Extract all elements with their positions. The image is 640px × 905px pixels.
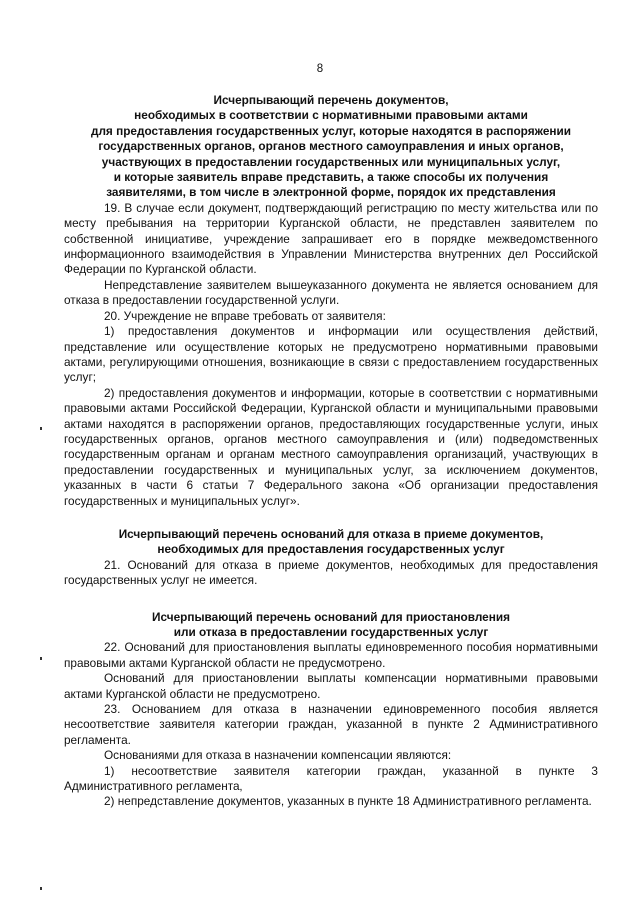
heading-line: участвующих в предоставлении государственных или муниципальных услуг, [101,154,561,169]
page-number: 8 [316,63,324,75]
heading-line: для предоставления государственных услуг, которые находятся в распоряжении [90,123,572,138]
section-heading-documents [64,93,598,201]
section-heading-refusal-acceptance [64,527,598,558]
paragraph-22: 22. Оснований для приостановления выплаты единовременного пособия нормативными правовыми актами Курганской области не предусмотрено. [64,640,598,670]
heading-line: государственных органов, органов местного самоуправления и иных органов, [98,139,564,154]
paragraph-23-list-intro: Основаниями для отказа в назначении компенсации являются: [104,748,452,763]
paragraph-19: 19. В случае если документ, подтверждающий регистрацию по месту жительства или по месту пребывания на территории Курганской области, не представлен заявителем по собственной инициативе, учреждение запрашивает его в порядке межведомственного информационного взаимодействия в Управлении Министерства внутренних дел Российской Федерации по Курганской области. [64,200,598,277]
heading-line: и которые заявитель вправе представить, а также способы их получения [113,170,549,185]
paragraph-23-item-2: 2) непредставление документов, указанных в пункте 18 Административного регламента. [104,794,592,809]
paragraph-20-item-1: 1) предоставления документов и информации или осуществления действий, представление или осуществление которых не предусмотрено нормативными правовыми актами, регулирующими отношения, возникающие в связи с предоставлением государственных услуг; [64,324,598,385]
paragraph-23: 23. Основанием для отказа в назначении единовременного пособия является несоответствие заявителя категории граждан, указанной в пункте 2 Административного регламента. [64,702,598,747]
paragraph-20-item-2: 2) предоставления документов и информации, которые в соответствии с нормативными правовыми актами Российской Федерации, Курганской области и муниципальными правовыми актами находятся в распоряжении органов, предоставляющих государственные услуги, иных государственных органов, органов местного самоуправления и (или) подведомственных государственным органам и органам местного самоуправления организаций, участвующих в предоставлении государственных и муниципальных услуг, за исключением документов, указанных в части 6 статьи 7 Федерального закона «Об организации предоставления государственных и муниципальных услуг». [64,385,598,508]
scan-speck [40,427,42,430]
scan-speck [40,887,42,890]
section-heading-suspension-refusal [64,610,598,641]
paragraph-22-note: Оснований для приостановлении выплаты компенсации нормативными правовыми актами Курганской области не предусмотрено. [64,671,598,701]
heading-line: Исчерпывающий перечень оснований для отказа в приеме документов, [118,526,544,541]
heading-line: Исчерпывающий перечень оснований для приостановления [151,609,510,624]
paragraph-21: 21. Оснований для отказа в приеме документов, необходимых для предоставления государственных услуг не имеется. [64,557,598,588]
heading-line: или отказа в предоставлении государственных услуг [173,625,489,639]
heading-line: Исчерпывающий перечень документов, [213,93,449,107]
paragraph-19-note: Непредставление заявителем вышеуказанного документа не является основанием для отказа в предоставлении государственной услуги. [64,277,598,308]
heading-line: необходимых в соответствии с нормативными правовыми актами [134,108,528,123]
heading-line: необходимых для предоставления государственных услуг [157,542,505,557]
scan-speck [40,657,42,660]
paragraph-20: 20. Учреждение не вправе требовать от заявителя: [104,308,386,323]
heading-line: заявителями, в том числе в электронной форме, порядок их представления [106,185,556,200]
paragraph-23-item-1: 1) несоответствие заявителя категории граждан, указанной в пункте 3 Административного регламента‚ [64,763,598,794]
